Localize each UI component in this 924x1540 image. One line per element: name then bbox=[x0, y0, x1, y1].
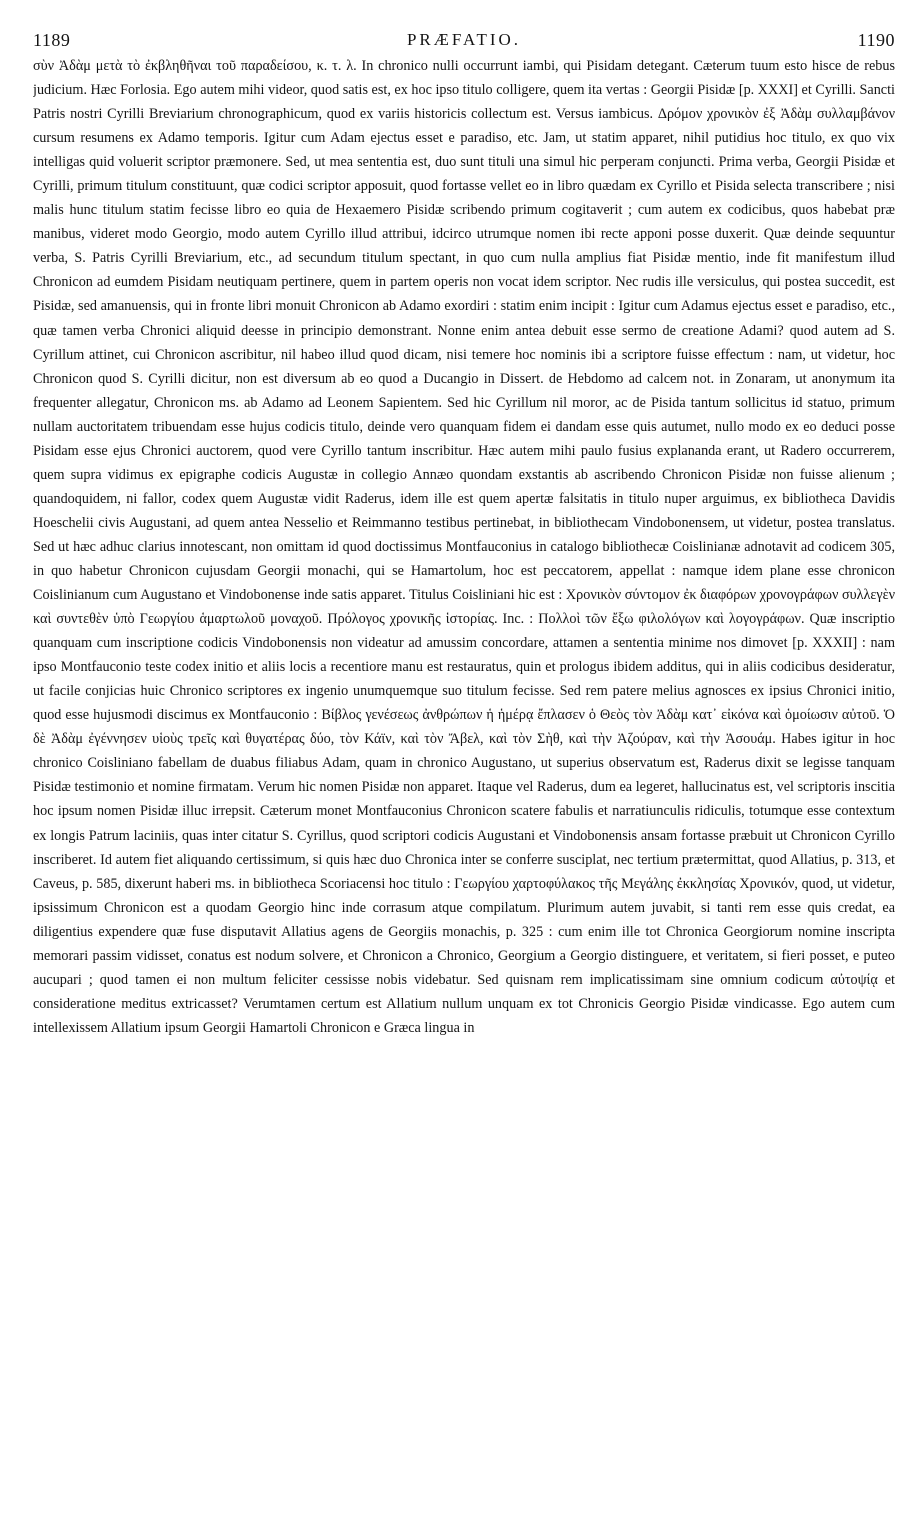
page-number-right: 1190 bbox=[857, 30, 895, 50]
body-paragraph: σὺν Ἀδὰμ μετὰ τὸ ἐκβληθῆναι τοῦ παραδείσου, κ. τ. λ. In chronico nulli occurrunt iambi, qui Pisidam detegant. Cæterum tuum esto hisce de rebus judicium. Hæc Forlosia. Ego autem mihi videor, quod satis est, ex hoc ipso titulo colligere, quem ita vertas : Georgii Pisidæ [p. XXXI] et Cyrilli. Sancti Patris nostri Cyrilli Breviarium chronographicum, quod ex variis historicis collectum est. Versus iambicus. Δρόμον χρονικὸν ἐξ Ἀδὰμ συλλαμβάνον cursum resumens ex Adamo temporis. Igitur cum Adam ejectus esset e paradiso, etc. Jam, ut statim apparet, nihil putidius hoc titulo, ex quo vix intelligas quid voluerit scriptor præmonere. Sed, ut mea sententia est, duo sunt tituli una simul hic perperam conjuncti. Prima verba, Georgii Pisidæ et Cyrilli, primum titulum constituunt, quæ codici scriptor apposuit, quod fortasse vellet eo in libro quædam ex Cyrillo et Pisida selecta transcribere ; nisi malis hunc titulum statim fecisse libro eo quia de Hexaemero Pisidæ scribendo primum cogitaverit ; cum autem ex codicibus, quos habebat præ manibus, videret modo Georgio, modo autem Cyrillo illud attribui, idcirco utrumque nomen ibi recte apponi posse duxerit. Quæ deinde sequuntur verba, S. Patris Cyrilli Breviarium, etc., ad secundum titulum spectant, in quo cum nulla amplius fiat Pisidæ mentio, inde fit manifestum illud Chronicon ad eumdem Pisidam neutiquam pertinere, quem in partem operis non vocat idem scriptor. Nec rudis ille versiculus, qui postea succedit, est Pisidæ, sed amanuensis, qui in fronte libri monuit Chronicon ab Adamo exordiri : statim enim incipit : Igitur cum Adamus ejectus esset e paradiso, etc., quæ tamen verba Chronici aliquid deesse in principio demonstrant. Nonne enim antea debuit esse sermo de creatione Adami? quod autem ad S. Cyrillum attinet, cui Chronicon ascribitur, nil habeo illud quod dicam, nisi temere hoc nominis ibi a scriptore fuisse effectum : nam, ut videtur, hoc Chronicon quod S. Cyrilli dicitur, non est diversum ab eo quod a Ducangio in Dissert. de Hebdomo ad calcem not. in Zonaram, ut anonymum ita frequenter allegatur, Chronicon ms. ab Adamo ad Leonem Sapientem. Sed hic Cyrillum nil moror, ac de Pisida tantum sollicitus id statuo, primum nullam auctoritatem tribuendam esse hujus codicis titulo, deinde vero quanquam fidem ei dandam esse quis autumet, nullo modo ex eo deduci posse Pisidam esse ejus Chronici auctorem, quod vere Cyrillo tantum inscribitur. Hæc autem mihi paulo fusius explananda erant, ut Radero occurrerem, quem supra vidimus ex epigraphe codicis Augustæ in collegio Annæo quondam exstantis ab ascribendo Chronicon Pisidæ non fuisse alienum ; quandoquidem, ni fallor, codex quem Augustæ vidit Raderus, idem ille est quem apertæ falsitatis in titulo nuper arguimus, ex bibliotheca Davidis Hoeschelii civis Augustani, ad quem antea Nesselio et Reimmanno testibus pertinebat, in bibliothecam Vindobonensem, ut videtur, postea translatus. Sed ut hæc adhuc clarius innotescant, non omittam id quod doctissimus Montfauconius in catalogo bibliothecæ Coislinianæ adnotavit ad codicem 305, in quo habetur Chronicon cujusdam Georgii monachi, qui se Hamartolum, hoc est peccatorem, appellat : namque idem plane esse chronicon Coislinianum cum Augustano et Vindobonense inde satis apparet. Titulus Coisliniani hic est : Χρονικὸν σύντομον ἐκ διαφόρων χρονογράφων συλλεγὲν καὶ συντεθὲν ὑπὸ Γεωργίου ἁμαρτωλοῦ μοναχοῦ. Πρόλογος χρονικῆς ἱστορίας. Inc. : Πολλοὶ τῶν ἔξω φιλολόγων καὶ λογογράφων. Quæ inscriptio quanquam cum inscriptione codicis Vindobonensis non videatur ad amussim concordare, attamen a sententia minime nos dimovet [p. XXXII] : nam ipso Montfauconio teste codex initio et aliis locis a recentiore manu est restauratus, quin et prologus ibidem additus, qui in aliis codicibus desideratur, ut facile conjicias huic Chronico scriptores ex ingenio unumquemque suo titulum fecisse. Sed rem patere melius agnosces ex ipsius Chronici initio, quod esse hujusmodi discimus ex Montfauconio : Βίβλος γενέσεως ἀνθρώπων ἡ ἡμέρᾳ ἔπλασεν ὁ Θεὸς τὸν Ἀδὰμ κατ᾽ εἰκόνα καὶ ὁμοίωσιν αὐτοῦ. Ὁ δὲ Ἀδὰμ ἐγέννησεν υἱοὺς τρεῖς καὶ θυγατέρας δύο, τὸν Κάϊν, καὶ τὸν Ἄβελ, καὶ τὸν Σὴθ, καὶ τὴν Ἀζούραν, καὶ τὴν Ἀσουάμ. Habes igitur in hoc chronico Coisliniano fabellam de duabus filiabus Adam, quam in chronico Augustano, ut superius observatum est, Raderus dixit se legisse tanquam Pisidæ testimonio et nomine firmatam. Verum hic nomen Pisidæ non apparet. Itaque vel Raderus, dum ea legeret, hallucinatus est, vel scriptoris inscitia hoc ipsum nomen Pisidæ illuc irrepsit. Cæterum monet Montfauconius Chronicon scatere fabulis et narratiunculis ridiculis, totumque esse contextum ex longis Patrum laciniis, quas inter citatur S. Cyrillus, quod scriptori codicis Augustani et Vindobonensis ansam fortasse præbuit ut Chronicon Cyrillo inscriberet. Id autem fiet aliquando certissimum, si quis hæc duo Chronica inter se conferre susciplat, nec tertium prætermittat, quod Allatius, p. 313, et Caveus, p. 585, dixerunt haberi ms. in bibliotheca Scoriacensi hoc titulo : Γεωργίου χαρτοφύλακος τῆς Μεγάλης ἐκκλησίας Χρονικόν, quod, ut videtur, ipsissimum Chronicon est a quodam Georgio hinc inde corrasum atque compilatum. Plurimum autem juvabit, si tanti rem esse quis credat, ea diligentius expendere quæ fuse disputavit Allatius agens de Georgiis monachis, p. 325 : cum enim ille tot Chronica Georgiorum nomine inscripta memorari passim vidisset, conatus est nodum solvere, et Chronicon a Chronico, Georgium a Georgio distinguere, et veritatem, si fieri posset, e puteo aucupari ; quod tamen ei non multum feliciter cessisse nobis videbatur. Sed quisnam rem implicatissimam sine omnium codicum αὐτοψίᾳ et consideratione meditus extricasset? Verumtamen certum est Allatium nullum unquam ex tot Chronicis Georgio Pisidæ vindicasse. Ego autem cum intellexissem Allatium ipsum Georgii Hamartoli Chronicon e Græca lingua in bbox=[33, 58, 895, 1036]
document-page bbox=[33, 30, 895, 1520]
running-header bbox=[33, 30, 895, 52]
page-number-left: 1189 bbox=[33, 30, 71, 50]
running-title: PRÆFATIO. bbox=[406, 30, 522, 49]
